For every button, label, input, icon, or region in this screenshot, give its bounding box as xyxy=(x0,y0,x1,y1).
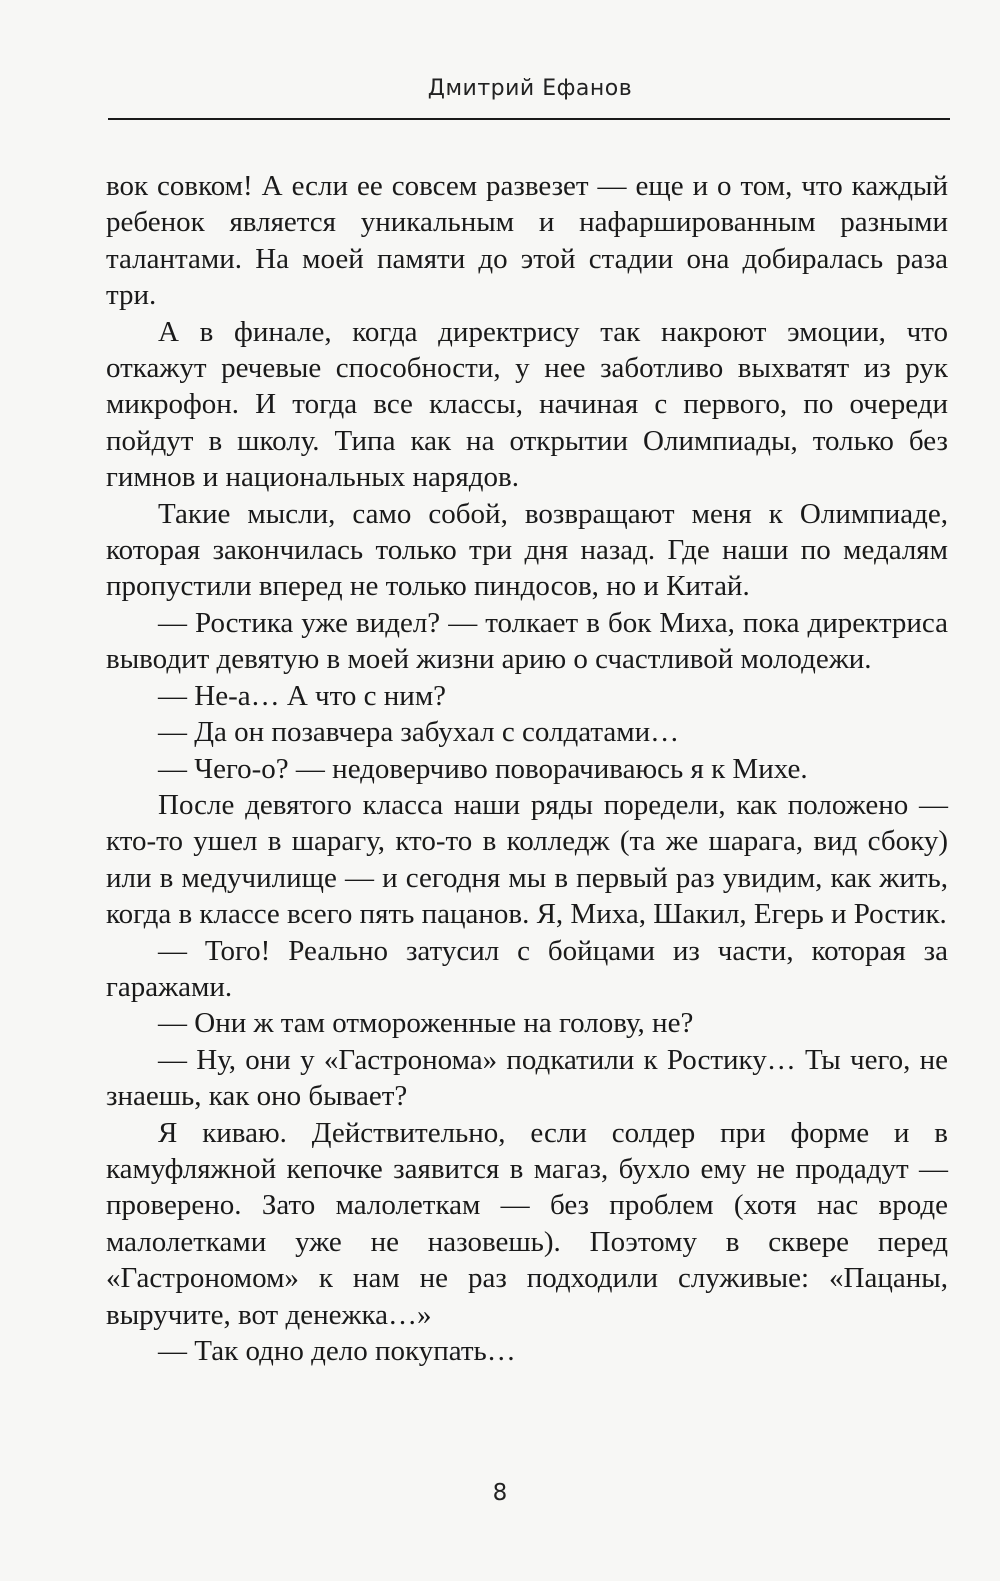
header-rule xyxy=(108,118,950,120)
dialogue-line: — Не-а… А что с ним? xyxy=(158,679,447,712)
paragraph: Такие мысли, само собой, возвращают меня к Олимпиаде, которая закончилась только три дня назад. Где наши по медалям пропустили вперед не только пиндосов, но и Китай. xyxy=(106,497,948,603)
dialogue-line: — Так одно дело покупать… xyxy=(158,1335,516,1367)
dialogue-line: — Чего-о? — недоверчиво поворачиваюсь я к Михе. xyxy=(158,752,808,785)
paragraph: А в финале, когда директрису так накроют эмоции, что откажут речевые способности, у нее заботливо выхватят из рук микрофон. И тогда все классы, начиная с первого, по очереди пойдут в школу. Типа как на открытии Олимпиады, только без гимнов и национальных нарядов. xyxy=(106,315,948,494)
paragraph: вок совком! А если ее совсем развезет — еще и о том, что каждый ребенок является уникальным и нафаршированным разными талантами. На моей памяти до этой стадии она добиралась раза три. xyxy=(106,170,948,312)
dialogue-line: — Ну, они у «Гастронома» подкатили к Ростику… Ты чего, не знаешь, как оно бывает? xyxy=(106,1043,948,1113)
body-text xyxy=(106,168,948,1369)
dialogue-line: — Да он позавчера забухал с солдатами… xyxy=(158,716,680,749)
dialogue-line: — Они ж там отмороженные на голову, не? xyxy=(158,1007,694,1040)
dialogue-line: — Ростика уже видел? — толкает в бок Миха, пока директриса выводит девятую в моей жизни арию о счастливой молодежи. xyxy=(106,606,948,676)
paragraph: После девятого класса наши ряды поредели, как положено — кто-то ушел в шарагу, кто-то в колледж (та же шарага, вид сбоку) или в медучилище — и сегодня мы в первый раз увидим, как жить, когда в классе всего пять пацанов. Я, Миха, Шакил, Егерь и Ростик. xyxy=(106,788,948,931)
running-header-author: Дмитрий Ефанов xyxy=(427,76,633,101)
dialogue-line: — Того! Реально затусил с бойцами из части, которая за гаражами. xyxy=(106,934,948,1003)
paragraph: Я киваю. Действительно, если солдер при форме и в камуфляжной кепочке заявится в магаз, бухло ему не продадут — проверено. Зато малолеткам — без проблем (хотя нас вроде малолетками уже не назовешь). Поэтому в сквере перед «Гастрономом» к нам не раз подходили служивые: «Пацаны, выручите, вот денежка…» xyxy=(106,1116,948,1331)
page-number: 8 xyxy=(492,1480,508,1506)
